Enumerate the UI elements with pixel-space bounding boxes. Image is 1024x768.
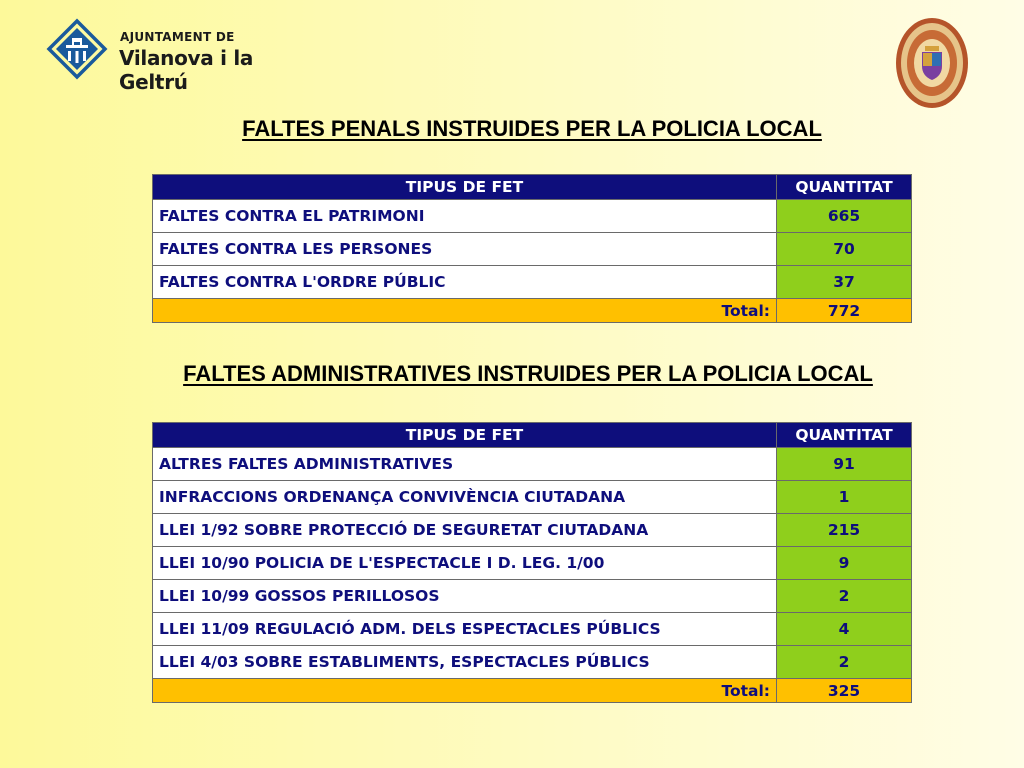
table-row: [153, 200, 912, 233]
row-label: INFRACCIONS ORDENANÇA CONVIVÈNCIA CIUTADANA: [153, 481, 777, 514]
police-badge-icon: [894, 16, 970, 110]
column-header-type: TIPUS DE FET: [153, 175, 777, 200]
row-label: FALTES CONTRA EL PATRIMONI: [153, 200, 777, 233]
row-value: 91: [777, 448, 912, 481]
row-value: 1: [777, 481, 912, 514]
row-value: 37: [777, 266, 912, 299]
table-row: [153, 580, 912, 613]
administratives-title-text: FALTES ADMINISTRATIVES INSTRUIDES PER LA POLICIA LOCAL: [183, 361, 873, 386]
ajuntament-logo: [46, 18, 326, 94]
municipal-crest-icon: [46, 18, 108, 80]
row-label: ALTRES FALTES ADMINISTRATIVES: [153, 448, 777, 481]
row-label: FALTES CONTRA LES PERSONES: [153, 233, 777, 266]
logo-line1: AJUNTAMENT DE: [120, 30, 235, 44]
row-label: LLEI 10/99 GOSSOS PERILLOSOS: [153, 580, 777, 613]
administratives-title: [16, 361, 1024, 387]
row-label: LLEI 10/90 POLICIA DE L'ESPECTACLE I D. LEG. 1/00: [153, 547, 777, 580]
row-label: LLEI 11/09 REGULACIÓ ADM. DELS ESPECTACLES PÚBLICS: [153, 613, 777, 646]
total-label: Total:: [153, 299, 777, 323]
table-header-row: [153, 423, 912, 448]
row-label: LLEI 4/03 SOBRE ESTABLIMENTS, ESPECTACLES PÚBLICS: [153, 646, 777, 679]
table-row: [153, 547, 912, 580]
column-header-quantity: QUANTITAT: [777, 175, 912, 200]
total-label: Total:: [153, 679, 777, 703]
table-row: [153, 514, 912, 547]
penals-title: [20, 116, 1024, 142]
row-value: 215: [777, 514, 912, 547]
row-value: 2: [777, 646, 912, 679]
row-value: 2: [777, 580, 912, 613]
row-label: FALTES CONTRA L'ORDRE PÚBLIC: [153, 266, 777, 299]
total-row: [153, 679, 912, 703]
row-value: 4: [777, 613, 912, 646]
row-value: 70: [777, 233, 912, 266]
logo-line2: Vilanova i la Geltrú: [119, 46, 254, 94]
table-row: [153, 613, 912, 646]
column-header-type: TIPUS DE FET: [153, 423, 777, 448]
table-row: [153, 448, 912, 481]
penals-table: [152, 174, 912, 323]
row-value: 9: [777, 547, 912, 580]
table-row: [153, 266, 912, 299]
total-value: 772: [777, 299, 912, 323]
table-header-row: [153, 175, 912, 200]
administratives-table: [152, 422, 912, 703]
total-value: 325: [777, 679, 912, 703]
column-header-quantity: QUANTITAT: [777, 423, 912, 448]
table-row: [153, 481, 912, 514]
row-value: 665: [777, 200, 912, 233]
penals-title-text: FALTES PENALS INSTRUIDES PER LA POLICIA LOCAL: [242, 116, 822, 141]
table-row: [153, 233, 912, 266]
total-row: [153, 299, 912, 323]
table-row: [153, 646, 912, 679]
row-label: LLEI 1/92 SOBRE PROTECCIÓ DE SEGURETAT CIUTADANA: [153, 514, 777, 547]
